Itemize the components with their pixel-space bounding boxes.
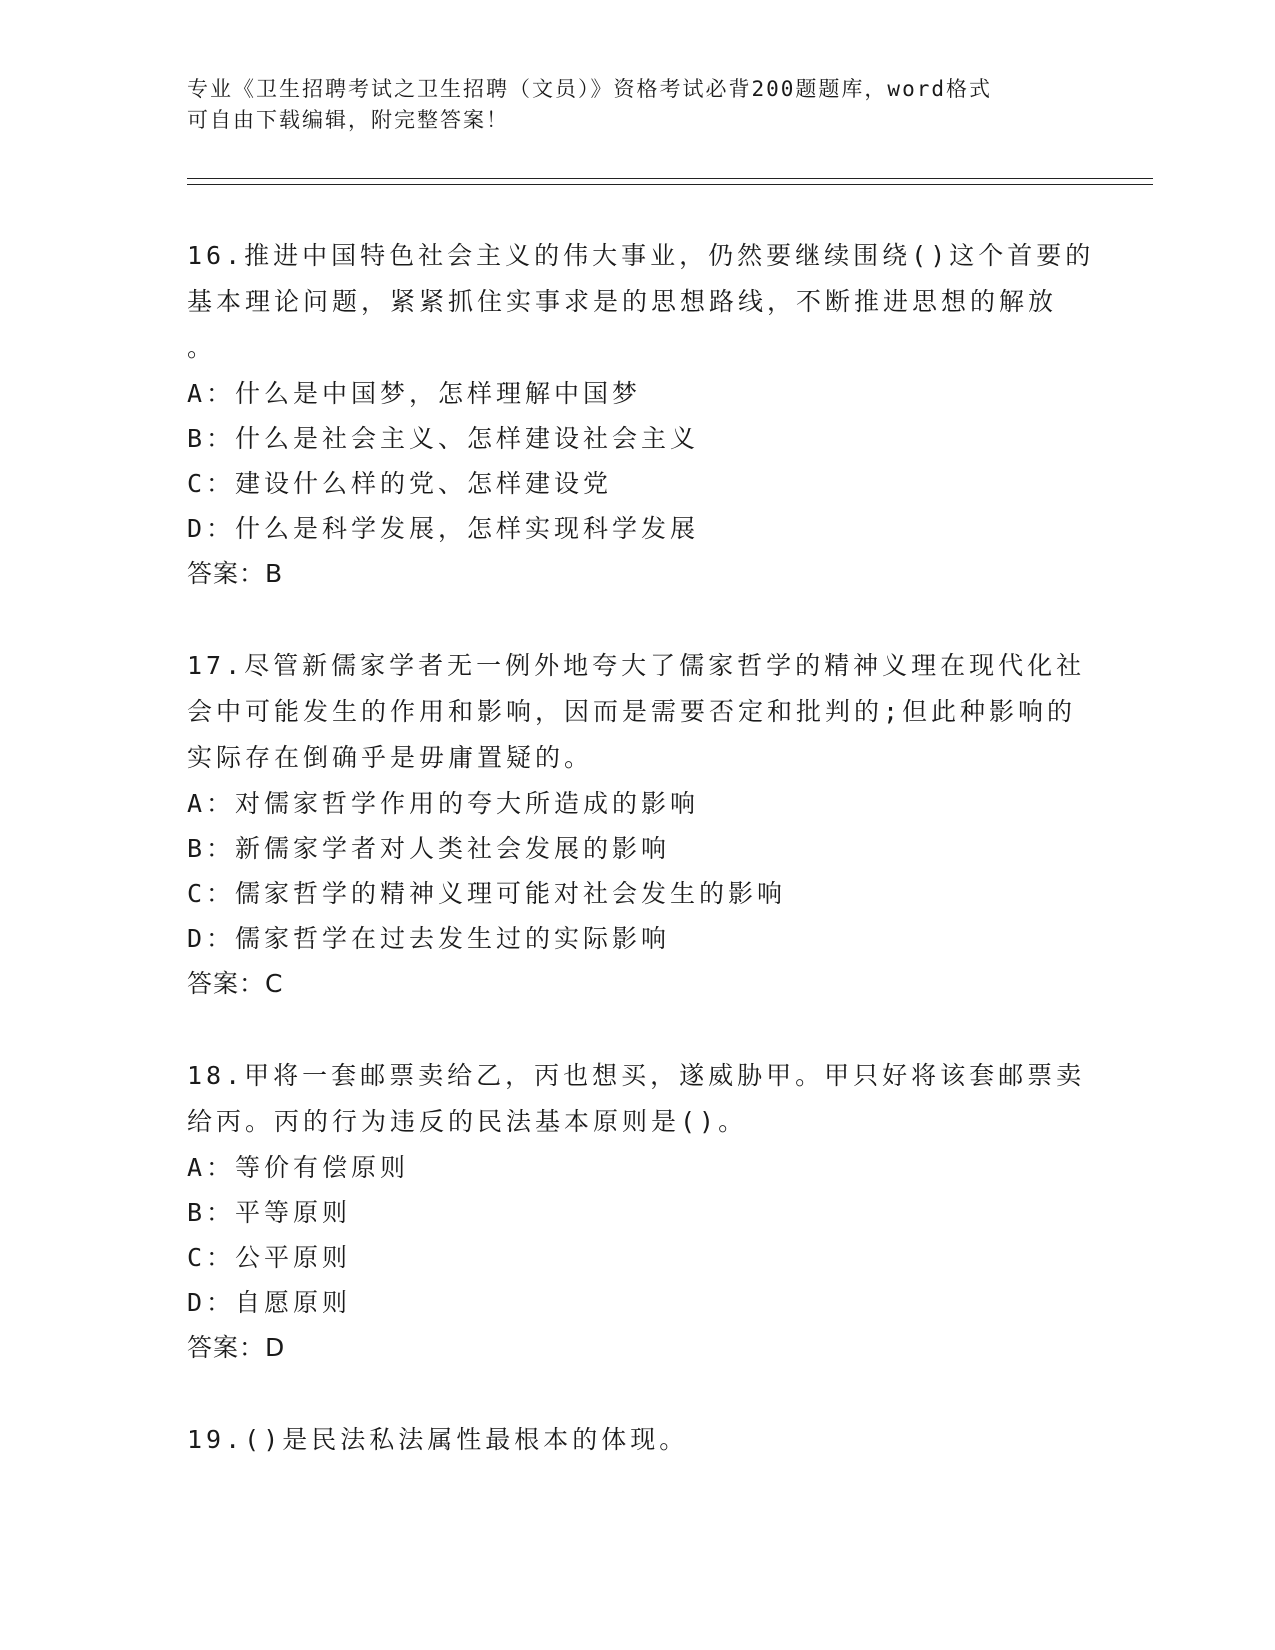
option-c: C：建设什么样的党、怎样建设党	[187, 469, 613, 498]
answer-line: 答案：B	[187, 559, 284, 588]
question-text-line: 。	[187, 333, 217, 362]
option-a: A：什么是中国梦，怎样理解中国梦	[187, 379, 642, 408]
question-text-line: 实际存在倒确乎是毋庸置疑的。	[187, 743, 594, 772]
option-d: D：自愿原则	[187, 1288, 352, 1317]
question-16	[187, 233, 1095, 597]
question-17	[187, 643, 1087, 1007]
question-text-line: 给丙。丙的行为违反的民法基本原则是()。	[187, 1107, 748, 1136]
question-18	[187, 1053, 1087, 1371]
header-line-2: 可自由下载编辑，附完整答案！	[187, 108, 509, 132]
document-header	[187, 74, 1067, 136]
question-text-line: 17.尽管新儒家学者无一例外地夸大了儒家哲学的精神义理在现代化社	[187, 651, 1086, 680]
question-19	[187, 1417, 1087, 1463]
answer-line: 答案：D	[187, 1333, 286, 1362]
option-c: C：公平原则	[187, 1243, 352, 1272]
option-c: C：儒家哲学的精神义理可能对社会发生的影响	[187, 879, 787, 908]
option-d: D：什么是科学发展，怎样实现科学发展	[187, 514, 700, 543]
header-divider-top	[187, 178, 1153, 179]
question-text-line: 会中可能发生的作用和影响，因而是需要否定和批判的;但此种影响的	[187, 697, 1077, 726]
option-b: B：平等原则	[187, 1198, 352, 1227]
option-d: D：儒家哲学在过去发生过的实际影响	[187, 924, 671, 953]
question-text-line: 18.甲将一套邮票卖给乙，丙也想买，遂威胁甲。甲只好将该套邮票卖	[187, 1061, 1086, 1090]
question-text-line: 19.()是民法私法属性最根本的体现。	[187, 1425, 689, 1454]
option-b: B：新儒家学者对人类社会发展的影响	[187, 834, 671, 863]
option-b: B：什么是社会主义、怎样建设社会主义	[187, 424, 700, 453]
header-divider-bottom	[187, 184, 1153, 185]
header-line-1: 专业《卫生招聘考试之卫生招聘（文员）》资格考试必背200题题库，word格式	[187, 77, 992, 101]
answer-line: 答案：C	[187, 969, 284, 998]
question-text-line: 基本理论问题，紧紧抓住实事求是的思想路线，不断推进思想的解放	[187, 287, 1058, 316]
option-a: A：等价有偿原则	[187, 1153, 410, 1182]
option-a: A：对儒家哲学作用的夸大所造成的影响	[187, 789, 700, 818]
question-text-line: 16.推进中国特色社会主义的伟大事业，仍然要继续围绕()这个首要的	[187, 241, 1095, 270]
